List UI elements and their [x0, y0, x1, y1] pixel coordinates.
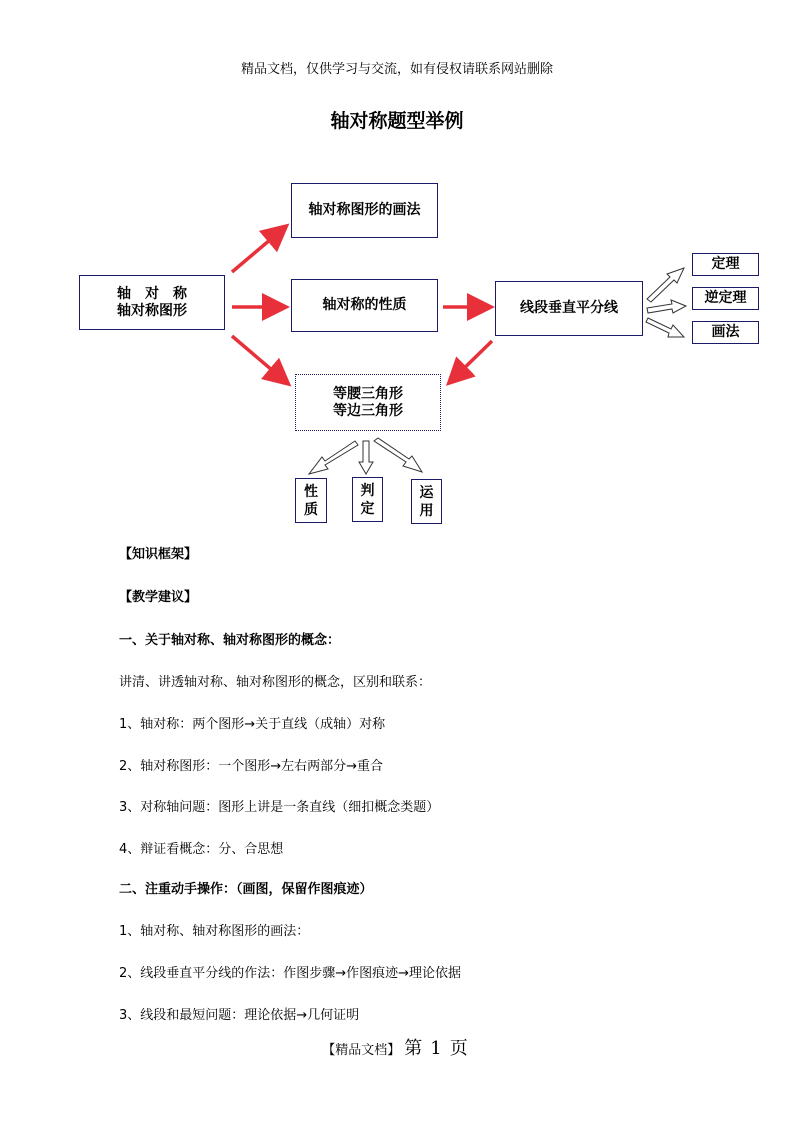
box-converse-theorem: [692, 287, 759, 310]
list-item-hands-on-1: 1、轴对称、轴对称图形的画法：: [119, 924, 310, 939]
footer-page-prefix: 第: [404, 1038, 423, 1059]
box-triangles: [295, 374, 441, 431]
box-sub-judge: [352, 477, 383, 522]
box-axial-symmetry: [79, 275, 225, 330]
sub-apply-char2: 用: [419, 502, 434, 519]
box-drawing-method: [291, 183, 438, 238]
page-footer: [0, 1034, 794, 1060]
hollow-arrow-sub-property: [309, 441, 358, 474]
paragraph-concepts-intro: 讲清、讲透轴对称、轴对称图形的概念，区别和联系：: [119, 675, 432, 690]
list-item-hands-on-2: 2、线段垂直平分线的作法：作图步骤→作图痕迹→理论依据: [119, 966, 462, 981]
arrow-to-triangle: [232, 336, 286, 382]
diagram-arrows: [0, 0, 794, 540]
list-item-hands-on-3: 3、线段和最短问题：理论依据→几何证明: [119, 1008, 360, 1023]
box-drawing-method-label: 轴对称图形的画法: [308, 202, 421, 218]
arrow-to-drawing: [232, 228, 284, 272]
hollow-arrow-sub-judge: [359, 441, 373, 474]
footer-page-number: 1: [430, 1038, 442, 1059]
box-perpendicular-bisector: [495, 281, 643, 336]
list-item-concept-4: 4、辩证看概念：分、合思想: [119, 842, 284, 857]
box-theorem: [692, 253, 759, 276]
footer-label: 【精品文档】: [322, 1043, 401, 1058]
heading-concepts: 一、关于轴对称、轴对称图形的概念：: [119, 633, 341, 648]
list-item-concept-2: 2、轴对称图形：一个图形→左右两部分→重合: [119, 759, 384, 774]
box-triangles-line2: 等边三角形: [333, 402, 403, 419]
hollow-arrow-theorem: [647, 268, 684, 302]
section-knowledge-framework: 【知识框架】: [119, 547, 198, 562]
box-sub-property: [295, 478, 327, 523]
heading-hands-on: 二、注重动手操作：（画图，保留作图痕迹）: [119, 882, 373, 897]
list-item-concept-3: 3、对称轴问题：图形上讲是一条直线（细扣概念类题）: [119, 800, 440, 815]
box-properties: [291, 279, 438, 332]
sub-property-char1: 性: [304, 483, 318, 500]
footer-page-suffix: 页: [449, 1038, 468, 1059]
box-construction-label: 画法: [711, 324, 740, 340]
sub-judge-char2: 定: [360, 500, 375, 517]
hollow-arrow-converse: [647, 300, 686, 313]
hollow-arrow-construct: [646, 318, 684, 337]
sub-judge-char1: 判: [360, 482, 375, 499]
arrow-bisector-to-triangle: [451, 341, 492, 381]
page-title: 轴对称题型举例: [330, 110, 464, 132]
box-perpendicular-bisector-label: 线段垂直平分线: [520, 300, 618, 316]
box-construction: [692, 321, 759, 344]
box-triangles-line1: 等腰三角形: [333, 385, 403, 402]
list-item-concept-1: 1、轴对称：两个图形→关于直线（成轴）对称: [119, 717, 386, 732]
header-note: 精品文档，仅供学习与交流，如有侵权请联系网站删除: [240, 62, 553, 77]
box-sub-apply: [411, 479, 442, 524]
box-converse-theorem-label: 逆定理: [704, 290, 747, 306]
box-axial-symmetry-line1: 轴 对 称: [117, 285, 187, 302]
sub-property-char2: 质: [304, 501, 318, 518]
hollow-arrow-sub-apply: [374, 438, 422, 472]
box-theorem-label: 定理: [711, 256, 740, 272]
box-axial-symmetry-line2: 轴对称图形: [117, 302, 187, 319]
box-properties-label: 轴对称的性质: [322, 297, 407, 313]
section-teaching-suggestions: 【教学建议】: [119, 590, 198, 605]
sub-apply-char1: 运: [419, 484, 434, 501]
